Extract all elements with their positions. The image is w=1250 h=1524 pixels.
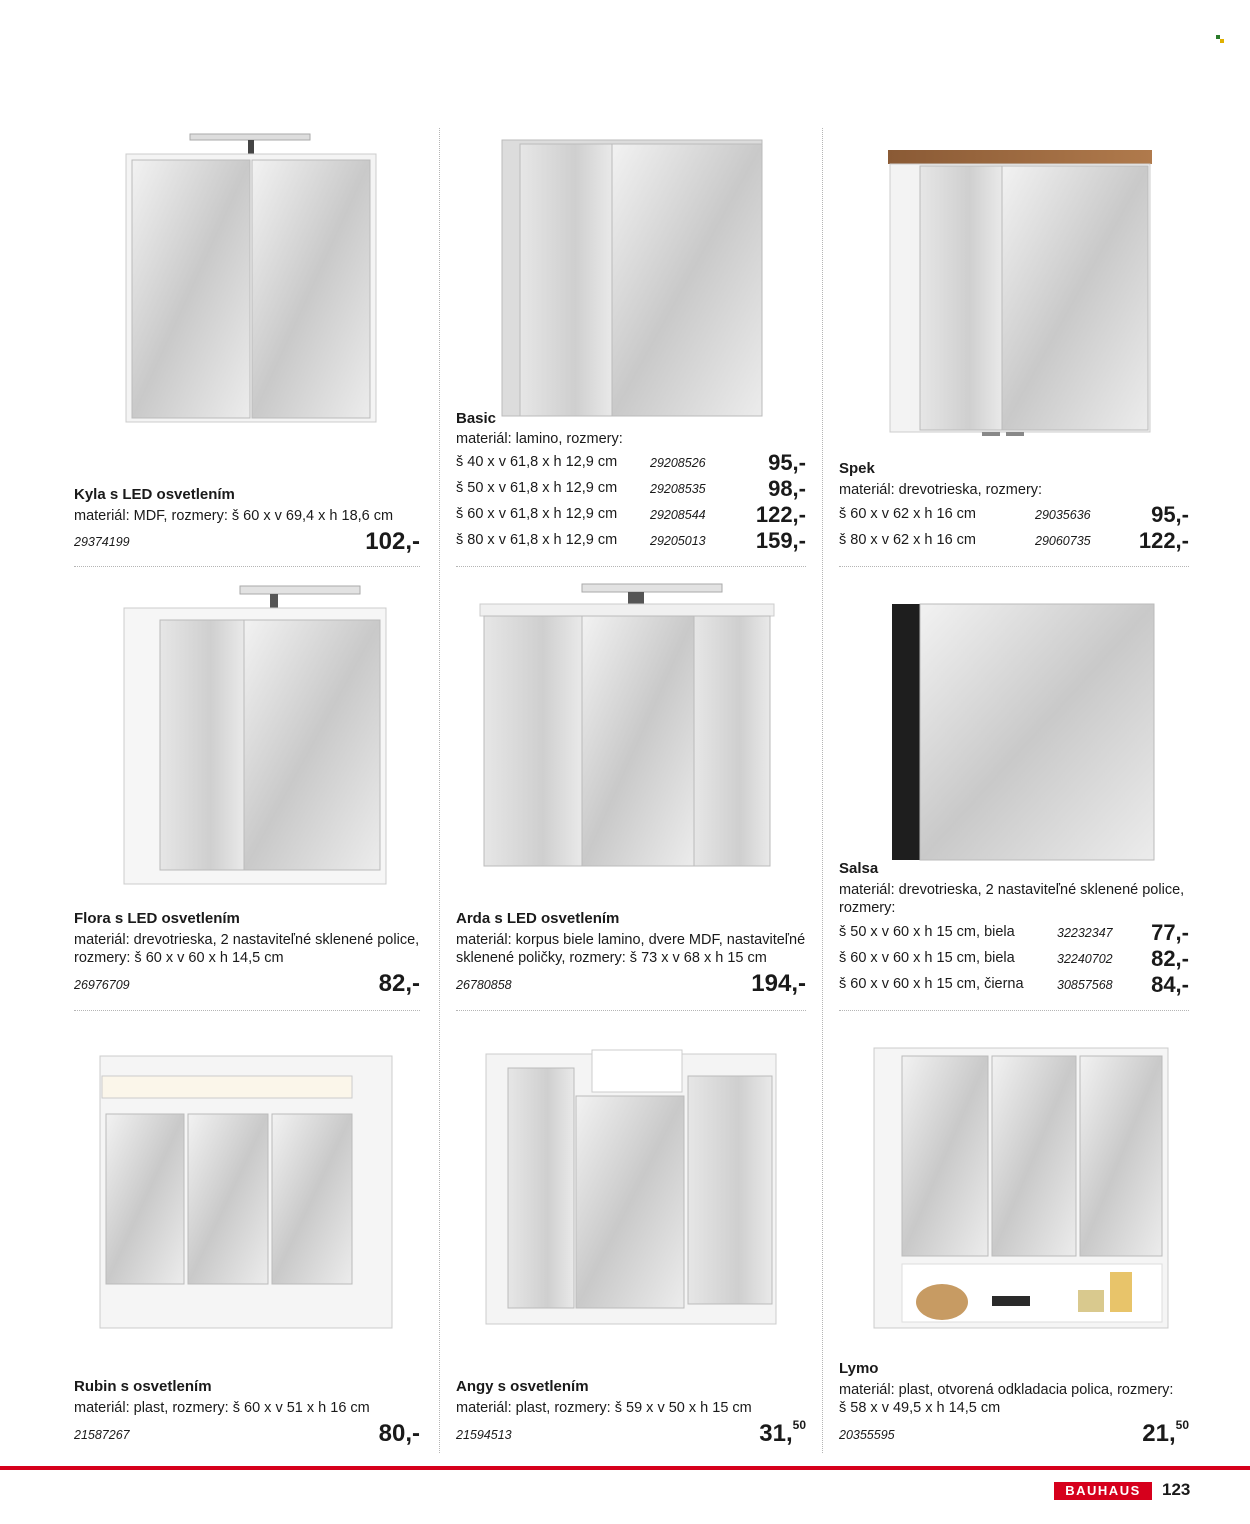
corner-mark-icon xyxy=(1216,30,1224,38)
kyla-product-image xyxy=(120,130,380,430)
variant-code: 32232347 xyxy=(1057,926,1113,940)
arda-product-image xyxy=(478,582,778,877)
variant-code: 29205013 xyxy=(650,534,706,548)
salsa-product-image xyxy=(890,602,1160,864)
rubin-price: 80,- xyxy=(378,1420,420,1447)
variant-dimensions: š 80 x v 61,8 x h 12,9 cm xyxy=(456,532,618,548)
price-main: 31, xyxy=(759,1420,793,1447)
column-divider xyxy=(822,128,823,1453)
variant-dimensions: š 60 x v 61,8 x h 12,9 cm xyxy=(456,506,618,522)
variant-code: 29208526 xyxy=(650,456,706,470)
flora-dimensions: rozmery: š 60 x v 60 x h 14,5 cm xyxy=(74,950,284,966)
variant-row xyxy=(456,450,806,476)
variant-price: 122,- xyxy=(1138,528,1189,553)
lymo-product-image xyxy=(872,1046,1172,1332)
angy-price xyxy=(706,1420,806,1448)
arda-description: materiál: korpus biele lamino, dvere MDF, nastaviteľné xyxy=(456,932,806,948)
rubin-title: Rubin s osvetlením xyxy=(74,1378,212,1395)
rubin-product-image xyxy=(96,1052,400,1332)
variant-code: 29035636 xyxy=(1035,508,1091,522)
rubin-description: materiál: plast, rozmery: š 60 x v 51 x h 16 cm xyxy=(74,1400,370,1416)
price-main: 21, xyxy=(1142,1420,1176,1447)
lymo-description: materiál: plast, otvorená odkladacia polica, rozmery: xyxy=(839,1382,1174,1398)
bauhaus-logo: BAUHAUS xyxy=(1054,1482,1152,1500)
row-divider xyxy=(74,566,420,567)
angy-title: Angy s osvetlením xyxy=(456,1378,589,1395)
kyla-title: Kyla s LED osvetlením xyxy=(74,486,235,503)
variant-code: 29208544 xyxy=(650,508,706,522)
basic-product-image xyxy=(498,136,768,421)
price-cents: 50 xyxy=(1175,1418,1189,1432)
column-divider xyxy=(439,128,440,1453)
variant-price: 122,- xyxy=(755,502,806,527)
variant-price: 84,- xyxy=(1151,972,1189,997)
variant-dimensions: š 60 x v 60 x h 15 cm, čierna xyxy=(839,976,1024,992)
lymo-dimensions: š 58 x v 49,5 x h 14,5 cm xyxy=(839,1400,1001,1416)
spek-description: materiál: drevotrieska, rozmery: xyxy=(839,482,1043,498)
spek-variants xyxy=(839,502,1189,554)
variant-price: 77,- xyxy=(1151,920,1189,945)
basic-variants xyxy=(456,450,806,554)
angy-product-image xyxy=(484,1048,780,1328)
row-divider xyxy=(839,566,1189,567)
variant-dimensions: š 60 x v 62 x h 16 cm xyxy=(839,506,977,522)
arda-price: 194,- xyxy=(751,970,806,997)
kyla-price: 102,- xyxy=(365,528,420,555)
row-divider xyxy=(74,1010,420,1011)
row-divider xyxy=(456,1010,806,1011)
lymo-price xyxy=(1089,1420,1189,1448)
variant-row xyxy=(456,502,806,528)
variant-dimensions: š 60 x v 60 x h 15 cm, biela xyxy=(839,950,1015,966)
basic-title: Basic xyxy=(456,410,497,427)
footer-red-bar xyxy=(0,1466,1250,1470)
variant-dimensions: š 80 x v 62 x h 16 cm xyxy=(839,532,977,548)
variant-row xyxy=(839,920,1189,946)
variant-row xyxy=(456,528,806,554)
variant-code: 30857568 xyxy=(1057,978,1113,992)
spek-title: Spek xyxy=(839,460,875,477)
variant-row xyxy=(839,528,1189,554)
row-divider xyxy=(839,1010,1189,1011)
arda-title: Arda s LED osvetlením xyxy=(456,910,620,927)
variant-dimensions: š 40 x v 61,8 x h 12,9 cm xyxy=(456,454,618,470)
variant-dimensions: š 50 x v 61,8 x h 12,9 cm xyxy=(456,480,618,496)
salsa-rozmery: rozmery: xyxy=(839,900,896,916)
flora-title: Flora s LED osvetlením xyxy=(74,910,240,927)
price-cents: 50 xyxy=(792,1418,806,1432)
variant-price: 98,- xyxy=(768,476,806,501)
page-number: 123 xyxy=(1162,1480,1191,1499)
basic-description: materiál: lamino, rozmery: xyxy=(456,431,623,447)
variant-row xyxy=(839,972,1189,998)
kyla-item-code: 29374199 xyxy=(74,535,130,549)
salsa-description: materiál: drevotrieska, 2 nastaviteľné sklenené police, xyxy=(839,882,1185,898)
variant-row xyxy=(839,946,1189,972)
variant-price: 95,- xyxy=(1151,502,1189,527)
spek-product-image xyxy=(886,148,1154,438)
variant-code: 29060735 xyxy=(1035,534,1091,548)
salsa-variants xyxy=(839,920,1189,998)
angy-description: materiál: plast, rozmery: š 59 x v 50 x h 15 cm xyxy=(456,1400,752,1416)
variant-row xyxy=(456,476,806,502)
arda-dimensions: sklenené poličky, rozmery: š 73 x v 68 x h 15 cm xyxy=(456,950,767,966)
variant-code: 29208535 xyxy=(650,482,706,496)
row-divider xyxy=(456,566,806,567)
angy-item-code: 21594513 xyxy=(456,1428,512,1442)
flora-price: 82,- xyxy=(378,970,420,997)
variant-price: 159,- xyxy=(755,528,806,553)
variant-price: 82,- xyxy=(1151,946,1189,971)
variant-price: 95,- xyxy=(768,450,806,475)
flora-item-code: 26976709 xyxy=(74,978,130,992)
rubin-item-code: 21587267 xyxy=(74,1428,130,1442)
lymo-item-code: 20355595 xyxy=(839,1428,895,1442)
variant-dimensions: š 50 x v 60 x h 15 cm, biela xyxy=(839,924,1015,940)
variant-code: 32240702 xyxy=(1057,952,1113,966)
flora-description: materiál: drevotrieska, 2 nastaviteľné sklenené police, xyxy=(74,932,420,948)
lymo-title: Lymo xyxy=(839,1360,879,1377)
flora-product-image xyxy=(120,582,390,887)
kyla-description: materiál: MDF, rozmery: š 60 x v 69,4 x h 18,6 cm xyxy=(74,508,394,524)
salsa-title: Salsa xyxy=(839,860,879,877)
arda-item-code: 26780858 xyxy=(456,978,512,992)
variant-row xyxy=(839,502,1189,528)
